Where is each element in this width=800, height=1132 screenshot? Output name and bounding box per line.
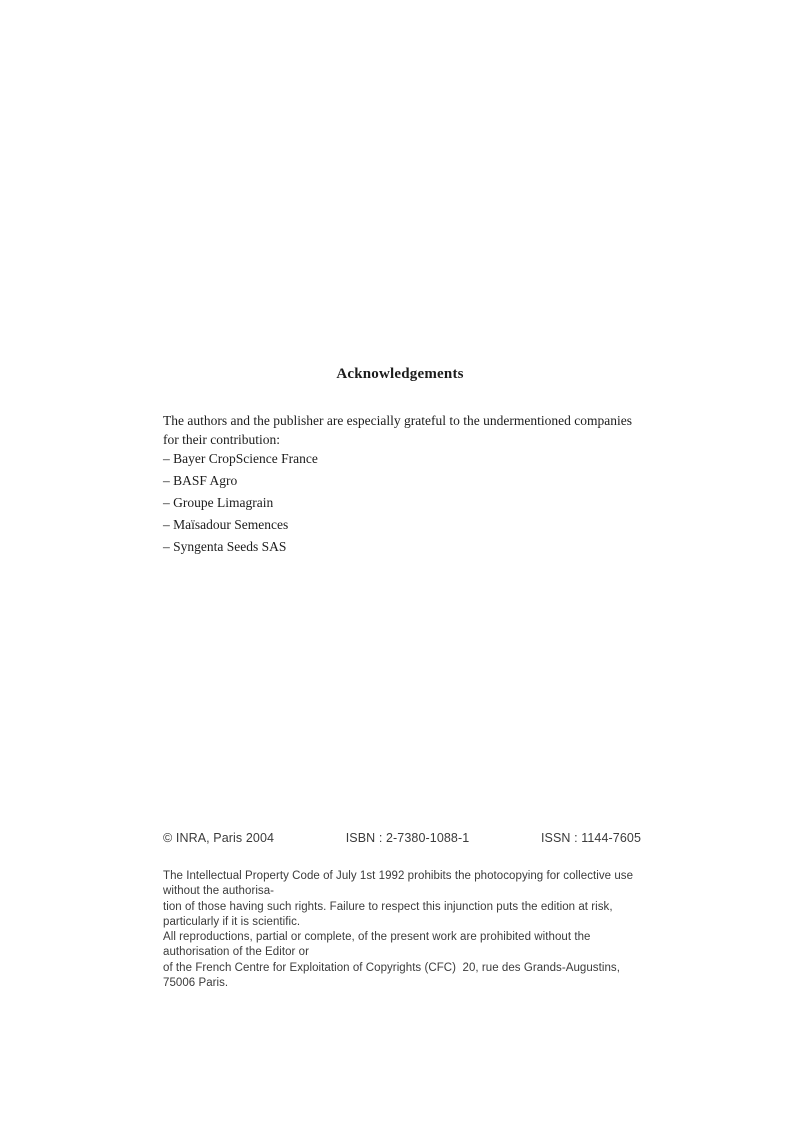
legal-line: tion of those having such rights. Failure to respect this injunction puts the edition at risk, particularly if it is scientific. [163, 900, 616, 928]
copyright-notice: © INRA, Paris 2004 [163, 831, 275, 845]
contributors-list [163, 448, 643, 558]
legal-notice [163, 869, 647, 991]
issn-number: ISSN : 1144-7605 [540, 831, 641, 845]
list-item: – Bayer CropScience France [163, 451, 318, 466]
list-item: – BASF Agro [163, 473, 238, 488]
isbn-number: ISBN : 2-7380-1088-1 [345, 831, 470, 845]
legal-line: The Intellectual Property Code of July 1st 1992 prohibits the photocopying for collective use without the authorisa- [163, 870, 637, 898]
intro-paragraph: The authors and the publisher are especially grateful to the undermentioned companies for their contribution: [163, 413, 632, 447]
legal-line: of the French Centre for Exploitation of Copyrights (CFC) 20, rue des Grands-Augustins, 75006 Paris. [163, 961, 627, 990]
legal-line: All reproductions, partial or complete, of the present work are prohibited without the authorisation of the Editor or [163, 931, 594, 959]
list-item: – Syngenta Seeds SAS [163, 539, 287, 554]
list-item: – Maïsadour Semences [163, 517, 289, 532]
publication-info-row [163, 831, 641, 845]
list-item: – Groupe Limagrain [163, 495, 274, 510]
page-title: Acknowledgements [336, 366, 464, 382]
